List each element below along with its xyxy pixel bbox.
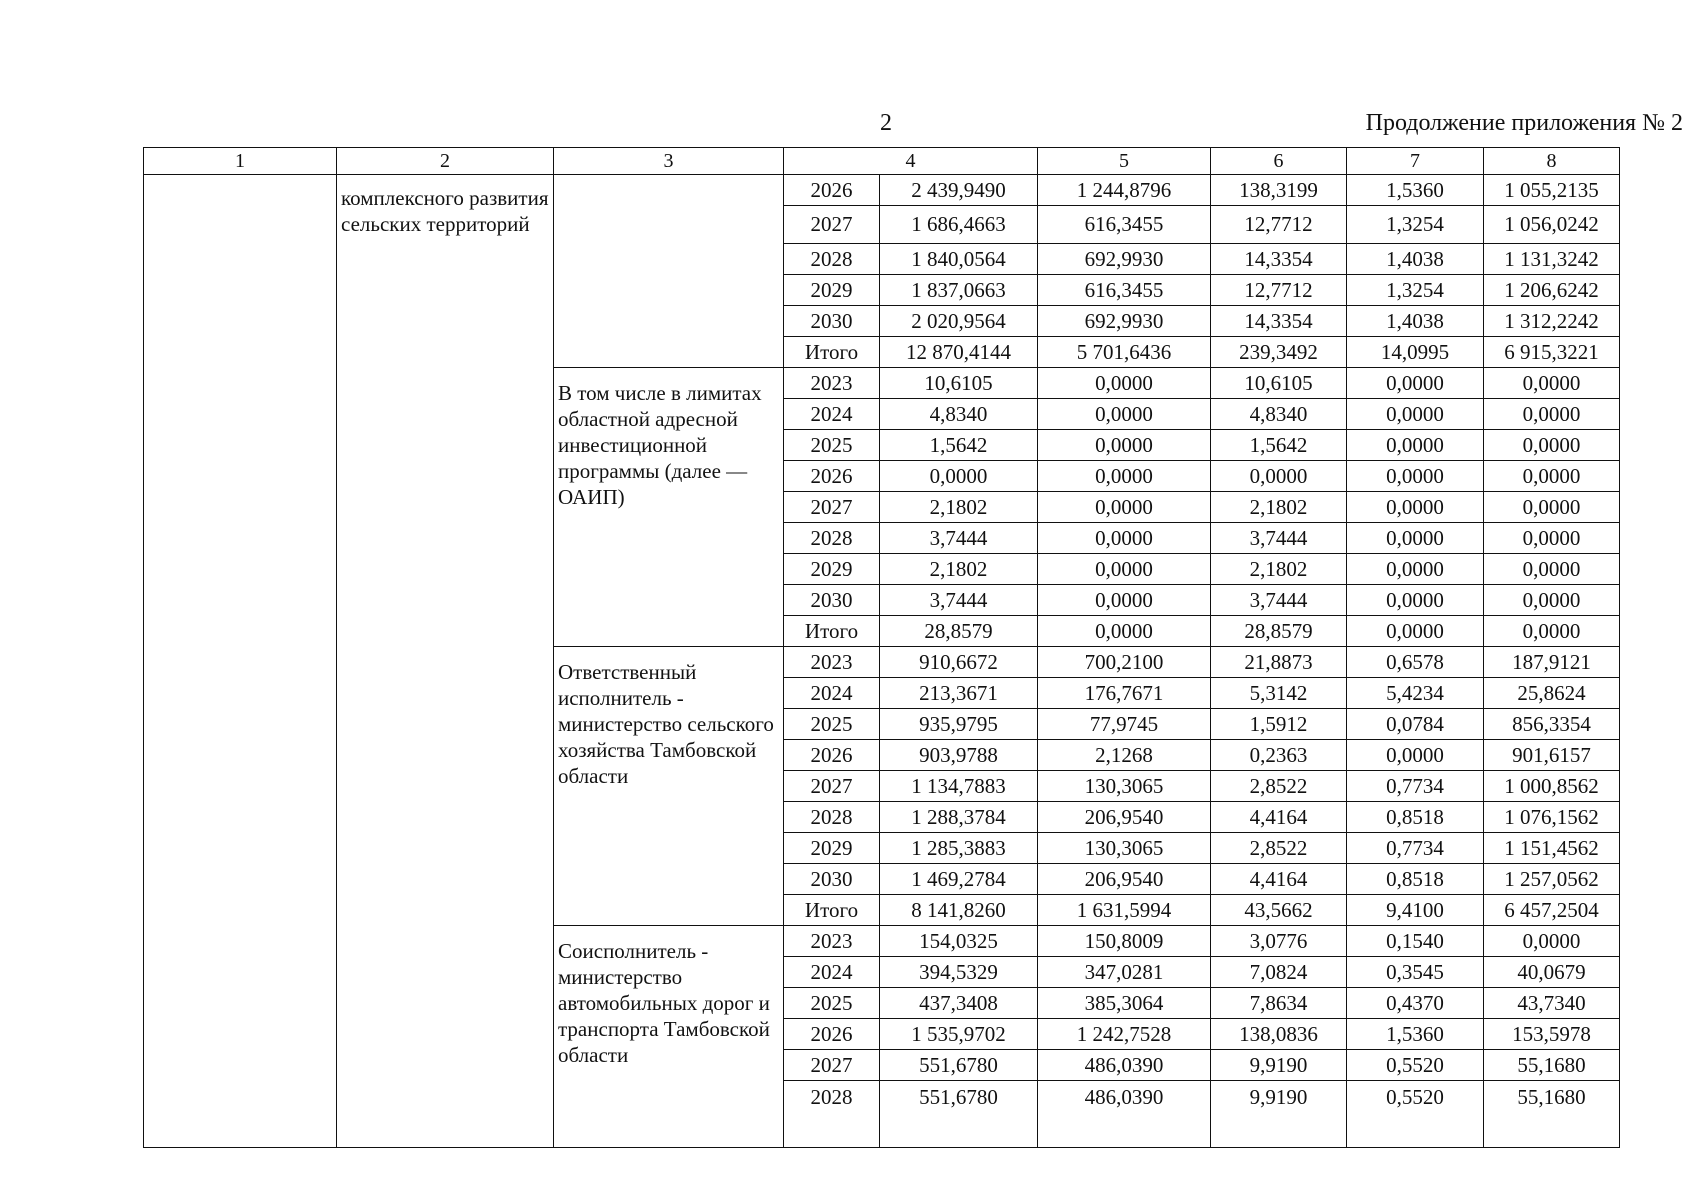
value-cell: 2,1802: [1211, 492, 1347, 523]
value-cell: 0,3545: [1347, 957, 1484, 988]
value-cell: 1 242,7528: [1038, 1019, 1211, 1050]
value-cell: 9,9190: [1211, 1081, 1347, 1148]
value-cell: 1 056,0242: [1484, 206, 1620, 244]
year-cell: 2026: [784, 740, 880, 771]
value-cell: 1 076,1562: [1484, 802, 1620, 833]
year-cell: 2027: [784, 771, 880, 802]
value-cell: 28,8579: [1211, 616, 1347, 647]
value-cell: 2,8522: [1211, 833, 1347, 864]
column-header: 7: [1347, 148, 1484, 175]
value-cell: 1,5642: [880, 430, 1038, 461]
year-cell: 2023: [784, 647, 880, 678]
value-cell: 6 915,3221: [1484, 337, 1620, 368]
value-cell: 8 141,8260: [880, 895, 1038, 926]
value-cell: 0,0000: [1347, 554, 1484, 585]
value-cell: 1,5912: [1211, 709, 1347, 740]
value-cell: 206,9540: [1038, 864, 1211, 895]
continuation-label: Продолжение приложения № 2: [1365, 110, 1683, 136]
value-cell: 385,3064: [1038, 988, 1211, 1019]
value-cell: 5,3142: [1211, 678, 1347, 709]
value-cell: 2,1802: [1211, 554, 1347, 585]
value-cell: 0,0000: [1347, 399, 1484, 430]
column-header: 5: [1038, 148, 1211, 175]
value-cell: 0,6578: [1347, 647, 1484, 678]
value-cell: 0,0000: [1347, 461, 1484, 492]
value-cell: 700,2100: [1038, 647, 1211, 678]
value-cell: 3,7444: [1211, 523, 1347, 554]
value-cell: 0,0000: [1347, 740, 1484, 771]
value-cell: 0,0784: [1347, 709, 1484, 740]
value-cell: 2,8522: [1211, 771, 1347, 802]
value-cell: 12,7712: [1211, 275, 1347, 306]
value-cell: 910,6672: [880, 647, 1038, 678]
value-cell: 0,0000: [1038, 523, 1211, 554]
column-header: 4: [784, 148, 1038, 175]
value-cell: 1 840,0564: [880, 244, 1038, 275]
year-cell: 2026: [784, 1019, 880, 1050]
value-cell: 1 837,0663: [880, 275, 1038, 306]
value-cell: 1,5642: [1211, 430, 1347, 461]
year-cell: 2028: [784, 244, 880, 275]
value-cell: 901,6157: [1484, 740, 1620, 771]
value-cell: 0,0000: [1038, 399, 1211, 430]
value-cell: 0,4370: [1347, 988, 1484, 1019]
value-cell: 55,1680: [1484, 1081, 1620, 1148]
group-continued-label: [554, 175, 784, 368]
table-row: [144, 175, 1620, 206]
year-cell: 2030: [784, 585, 880, 616]
value-cell: 206,9540: [1038, 802, 1211, 833]
value-cell: 692,9930: [1038, 244, 1211, 275]
group-oaip-label: В том числе в лимитах областной адресной инвестиционной программы (далее — ОАИП): [554, 368, 784, 647]
value-cell: 437,3408: [880, 988, 1038, 1019]
value-cell: 0,0000: [1347, 616, 1484, 647]
value-cell: 0,0000: [1038, 554, 1211, 585]
value-cell: 3,7444: [1211, 585, 1347, 616]
value-cell: 0,0000: [1038, 616, 1211, 647]
value-cell: 28,8579: [880, 616, 1038, 647]
value-cell: 213,3671: [880, 678, 1038, 709]
year-cell: 2026: [784, 175, 880, 206]
value-cell: 0,5520: [1347, 1081, 1484, 1148]
value-cell: 0,0000: [1211, 461, 1347, 492]
value-cell: 692,9930: [1038, 306, 1211, 337]
value-cell: 4,4164: [1211, 864, 1347, 895]
value-cell: 43,7340: [1484, 988, 1620, 1019]
year-cell: 2023: [784, 368, 880, 399]
value-cell: 1,4038: [1347, 306, 1484, 337]
column2-cell: комплексного развития сельских территорий: [337, 175, 554, 1148]
year-cell: 2030: [784, 306, 880, 337]
value-cell: 1,3254: [1347, 275, 1484, 306]
value-cell: 616,3455: [1038, 275, 1211, 306]
value-cell: 14,3354: [1211, 306, 1347, 337]
value-cell: 2,1268: [1038, 740, 1211, 771]
value-cell: 130,3065: [1038, 833, 1211, 864]
value-cell: 1,4038: [1347, 244, 1484, 275]
year-cell: 2029: [784, 833, 880, 864]
value-cell: 0,8518: [1347, 864, 1484, 895]
column1-cell: [144, 175, 337, 1148]
value-cell: 5 701,6436: [1038, 337, 1211, 368]
value-cell: 0,0000: [1484, 616, 1620, 647]
financing-table: [143, 147, 1620, 1148]
value-cell: 1 151,4562: [1484, 833, 1620, 864]
value-cell: 394,5329: [880, 957, 1038, 988]
value-cell: 0,0000: [1347, 492, 1484, 523]
year-cell: 2030: [784, 864, 880, 895]
year-cell: 2028: [784, 523, 880, 554]
value-cell: 4,4164: [1211, 802, 1347, 833]
column-header: 8: [1484, 148, 1620, 175]
year-cell: 2023: [784, 926, 880, 957]
value-cell: 239,3492: [1211, 337, 1347, 368]
value-cell: 4,8340: [1211, 399, 1347, 430]
year-cell: 2026: [784, 461, 880, 492]
value-cell: 1 535,9702: [880, 1019, 1038, 1050]
value-cell: 3,7444: [880, 523, 1038, 554]
value-cell: 2,1802: [880, 492, 1038, 523]
value-cell: 486,0390: [1038, 1050, 1211, 1081]
value-cell: 0,0000: [1484, 368, 1620, 399]
value-cell: 138,0836: [1211, 1019, 1347, 1050]
value-cell: 10,6105: [1211, 368, 1347, 399]
value-cell: 55,1680: [1484, 1050, 1620, 1081]
value-cell: 0,0000: [880, 461, 1038, 492]
value-cell: 0,0000: [1484, 430, 1620, 461]
column-header-row: [144, 148, 1620, 175]
value-cell: 25,8624: [1484, 678, 1620, 709]
value-cell: 0,2363: [1211, 740, 1347, 771]
value-cell: 486,0390: [1038, 1081, 1211, 1148]
value-cell: 0,8518: [1347, 802, 1484, 833]
value-cell: 12,7712: [1211, 206, 1347, 244]
year-cell: 2027: [784, 492, 880, 523]
value-cell: 176,7671: [1038, 678, 1211, 709]
value-cell: 0,0000: [1484, 461, 1620, 492]
year-cell: 2025: [784, 430, 880, 461]
value-cell: 616,3455: [1038, 206, 1211, 244]
table-body: [144, 175, 1620, 1148]
value-cell: 3,0776: [1211, 926, 1347, 957]
value-cell: 77,9745: [1038, 709, 1211, 740]
year-cell: 2027: [784, 1050, 880, 1081]
column-header: 3: [554, 148, 784, 175]
value-cell: 935,9795: [880, 709, 1038, 740]
value-cell: 1 206,6242: [1484, 275, 1620, 306]
value-cell: 21,8873: [1211, 647, 1347, 678]
value-cell: 1 288,3784: [880, 802, 1038, 833]
page-number: 2: [880, 110, 892, 136]
value-cell: 0,0000: [1484, 926, 1620, 957]
value-cell: 43,5662: [1211, 895, 1347, 926]
value-cell: 1 134,7883: [880, 771, 1038, 802]
value-cell: 0,0000: [1038, 368, 1211, 399]
year-cell: 2029: [784, 554, 880, 585]
value-cell: 0,0000: [1038, 430, 1211, 461]
year-cell: Итого: [784, 337, 880, 368]
value-cell: 0,0000: [1484, 399, 1620, 430]
value-cell: 1,5360: [1347, 1019, 1484, 1050]
value-cell: 1 257,0562: [1484, 864, 1620, 895]
value-cell: 1 000,8562: [1484, 771, 1620, 802]
value-cell: 154,0325: [880, 926, 1038, 957]
year-cell: 2024: [784, 957, 880, 988]
value-cell: 2 020,9564: [880, 306, 1038, 337]
value-cell: 0,0000: [1484, 585, 1620, 616]
value-cell: 1,3254: [1347, 206, 1484, 244]
value-cell: 0,0000: [1484, 554, 1620, 585]
value-cell: 4,8340: [880, 399, 1038, 430]
value-cell: 7,0824: [1211, 957, 1347, 988]
year-cell: Итого: [784, 895, 880, 926]
year-cell: 2025: [784, 709, 880, 740]
value-cell: 1,5360: [1347, 175, 1484, 206]
value-cell: 0,0000: [1347, 368, 1484, 399]
value-cell: 0,0000: [1347, 523, 1484, 554]
value-cell: 9,4100: [1347, 895, 1484, 926]
value-cell: 1 469,2784: [880, 864, 1038, 895]
column-header: 6: [1211, 148, 1347, 175]
value-cell: 2,1802: [880, 554, 1038, 585]
column-header: 2: [337, 148, 554, 175]
year-cell: 2027: [784, 206, 880, 244]
value-cell: 0,7734: [1347, 771, 1484, 802]
value-cell: 14,3354: [1211, 244, 1347, 275]
year-cell: 2024: [784, 678, 880, 709]
value-cell: 0,0000: [1038, 461, 1211, 492]
value-cell: 1 285,3883: [880, 833, 1038, 864]
value-cell: 0,0000: [1484, 492, 1620, 523]
value-cell: 7,8634: [1211, 988, 1347, 1019]
value-cell: 347,0281: [1038, 957, 1211, 988]
value-cell: 1 631,5994: [1038, 895, 1211, 926]
value-cell: 1 312,2242: [1484, 306, 1620, 337]
value-cell: 1 244,8796: [1038, 175, 1211, 206]
value-cell: 0,7734: [1347, 833, 1484, 864]
year-cell: 2029: [784, 275, 880, 306]
value-cell: 5,4234: [1347, 678, 1484, 709]
year-cell: Итого: [784, 616, 880, 647]
year-cell: 2028: [784, 1081, 880, 1148]
value-cell: 10,6105: [880, 368, 1038, 399]
value-cell: 0,0000: [1484, 523, 1620, 554]
value-cell: 153,5978: [1484, 1019, 1620, 1050]
value-cell: 3,7444: [880, 585, 1038, 616]
value-cell: 6 457,2504: [1484, 895, 1620, 926]
value-cell: 903,9788: [880, 740, 1038, 771]
value-cell: 130,3065: [1038, 771, 1211, 802]
group-responsible-executor-label: Ответственный исполнитель - министерство сельского хозяйства Тамбовской области: [554, 647, 784, 926]
value-cell: 40,0679: [1484, 957, 1620, 988]
group-co-executor-label: Соисполнитель - министерство автомобильных дорог и транспорта Тамбовской области: [554, 926, 784, 1148]
value-cell: 187,9121: [1484, 647, 1620, 678]
value-cell: 2 439,9490: [880, 175, 1038, 206]
value-cell: 551,6780: [880, 1081, 1038, 1148]
value-cell: 1 131,3242: [1484, 244, 1620, 275]
value-cell: 0,0000: [1347, 430, 1484, 461]
value-cell: 14,0995: [1347, 337, 1484, 368]
value-cell: 0,1540: [1347, 926, 1484, 957]
value-cell: 9,9190: [1211, 1050, 1347, 1081]
value-cell: 0,5520: [1347, 1050, 1484, 1081]
year-cell: 2025: [784, 988, 880, 1019]
value-cell: 0,0000: [1347, 585, 1484, 616]
value-cell: 551,6780: [880, 1050, 1038, 1081]
value-cell: 12 870,4144: [880, 337, 1038, 368]
value-cell: 1 055,2135: [1484, 175, 1620, 206]
value-cell: 856,3354: [1484, 709, 1620, 740]
year-cell: 2024: [784, 399, 880, 430]
value-cell: 0,0000: [1038, 492, 1211, 523]
year-cell: 2028: [784, 802, 880, 833]
value-cell: 138,3199: [1211, 175, 1347, 206]
value-cell: 150,8009: [1038, 926, 1211, 957]
column-header: 1: [144, 148, 337, 175]
value-cell: 1 686,4663: [880, 206, 1038, 244]
value-cell: 0,0000: [1038, 585, 1211, 616]
